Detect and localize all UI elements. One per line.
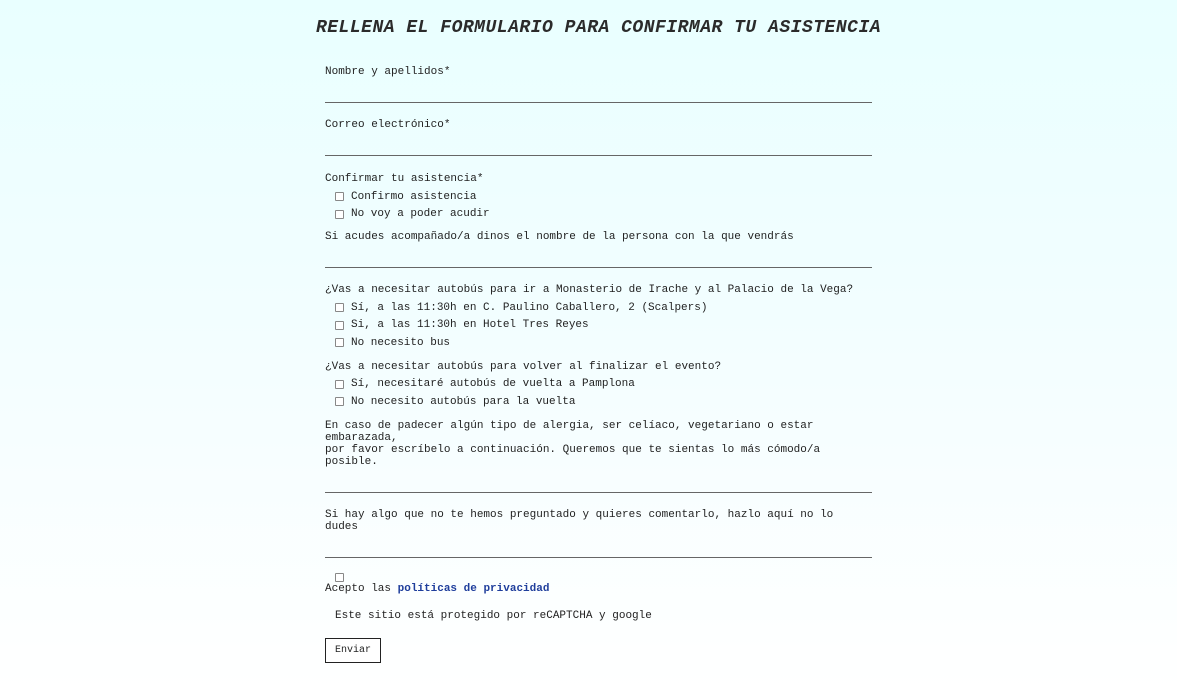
companion-input[interactable]	[325, 243, 872, 268]
page-title: RELLENA EL FORMULARIO PARA CONFIRMAR TU ASISTENCIA	[315, 18, 882, 38]
option-label: No voy a poder acudir	[351, 208, 490, 221]
bus-to-option-none[interactable]	[325, 334, 872, 352]
name-label: Nombre y apellidos*	[325, 66, 451, 78]
privacy-checkbox[interactable]	[335, 573, 344, 582]
email-input[interactable]	[325, 131, 872, 156]
bus-back-option-yes[interactable]	[325, 376, 872, 394]
allergies-label-line1: En caso de padecer algún tipo de alergia, ser celíaco, vegetariano o estar embarazada,	[325, 419, 814, 444]
email-label: Correo electrónico*	[325, 119, 451, 131]
checkbox[interactable]	[335, 192, 344, 201]
bus-back-option-no[interactable]	[325, 393, 872, 411]
checkbox[interactable]	[335, 397, 344, 406]
comments-label: Si hay algo que no te hemos preguntado y quieres comentarlo, hazlo aquí no lo dudes	[325, 508, 834, 533]
attendance-option-decline[interactable]	[325, 206, 872, 224]
option-label: Sí, a las 11:30h en C. Paulino Caballero, 2 (Scalpers)	[351, 301, 708, 314]
recaptcha-note: Este sitio está protegido por reCAPTCHA y google	[335, 609, 652, 622]
bus-to-option-scalpers[interactable]	[325, 299, 872, 317]
attendance-option-confirm[interactable]	[325, 188, 872, 206]
option-label: No necesito autobús para la vuelta	[351, 395, 576, 408]
option-label: Confirmo asistencia	[351, 190, 477, 203]
rsvp-form	[325, 66, 872, 663]
allergies-input[interactable]	[325, 468, 872, 493]
comments-input[interactable]	[325, 533, 872, 558]
checkbox[interactable]	[335, 338, 344, 347]
bus-back-label: ¿Vas a necesitar autobús para volver al finalizar el evento?	[325, 360, 722, 373]
submit-button[interactable]: Enviar	[325, 638, 381, 663]
checkbox[interactable]	[335, 321, 344, 330]
bus-to-option-hotel[interactable]	[325, 317, 872, 335]
name-input[interactable]	[325, 78, 872, 103]
option-label: Si, a las 11:30h en Hotel Tres Reyes	[351, 319, 589, 332]
option-label: Sí, necesitaré autobús de vuelta a Pamplona	[351, 378, 635, 391]
checkbox[interactable]	[335, 303, 344, 312]
bus-to-label: ¿Vas a necesitar autobús para ir a Monasterio de Irache y al Palacio de la Vega?	[325, 284, 854, 296]
privacy-row	[325, 573, 872, 581]
privacy-prefix: Acepto las	[325, 582, 398, 595]
checkbox[interactable]	[335, 210, 344, 219]
attendance-label: Confirmar tu asistencia*	[325, 173, 484, 185]
privacy-text	[325, 582, 872, 596]
option-label: No necesito bus	[351, 336, 451, 349]
companion-label: Si acudes acompañado/a dinos el nombre de la persona con la que vendrás	[325, 231, 794, 243]
allergies-label-line2: por favor escríbelo a continuación. Queremos que te sientas lo más cómodo/a posible.	[325, 443, 821, 468]
checkbox[interactable]	[335, 380, 344, 389]
privacy-policy-link[interactable]: políticas de privacidad	[397, 582, 550, 595]
